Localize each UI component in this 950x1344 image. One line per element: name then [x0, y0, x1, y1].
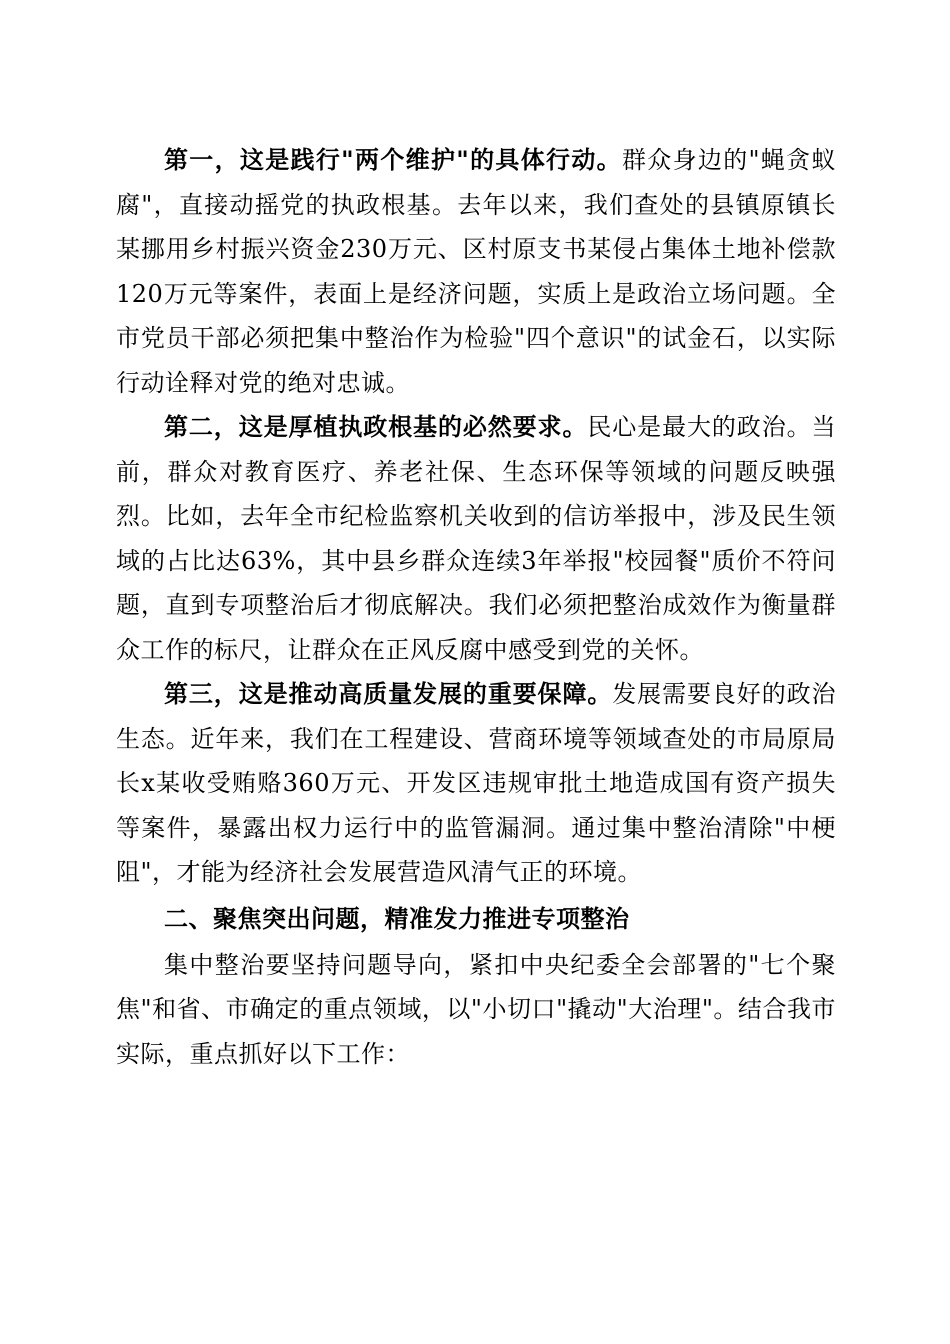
section-heading: 二、聚焦突出问题，精准发力推进专项整治: [164, 904, 630, 933]
paragraph-first: [116, 138, 836, 405]
document-page: [116, 138, 836, 1076]
paragraph-body: 群众身边的"蝇贪蚁腐"，直接动摇党的执政根基。去年以来，我们查处的县镇原镇长某挪用乡村振兴资金230万元、区村原支书某侵占集体土地补偿款120万元等案件，表面上是经济问题，实质上是政治立场问题。全市党员干部必须把集中整治作为检验"四个意识"的试金石，以实际行动诠释对党的绝对忠诚。: [116, 146, 836, 397]
paragraph-closing: 集中整治要坚持问题导向，紧扣中央纪委全会部署的"七个聚焦"和省、市确定的重点领域，以"小切口"撬动"大治理"。结合我市实际，重点抓好以下工作：: [116, 950, 836, 1068]
paragraph-body: 发展需要良好的政治生态。近年来，我们在工程建设、营商环境等领域查处的市局原局长x某收受贿赂360万元、开发区违规审批土地造成国有资产损失等案件，暴露出权力运行中的监管漏洞。通过集中整治清除"中梗阻"，才能为经济社会发展营造风清气正的环境。: [116, 680, 837, 886]
paragraph-third: [116, 672, 836, 895]
paragraph-lead: 第三，这是推动高质量发展的重要保障。: [164, 680, 613, 708]
paragraph-body: 民心是最大的政治。当前，群众对教育医疗、养老社保、生态环保等领域的问题反映强烈。比如，去年全市纪检监察机关收到的信访举报中，涉及民生领域的占比达63%，其中县乡群众连续3年举报"校园餐"质价不符问题，直到专项整治后才彻底解决。我们必须把整治成效作为衡量群众工作的标尺，让群众在正风反腐中感受到党的关怀。: [116, 413, 837, 664]
paragraph-second: [116, 405, 836, 672]
paragraph-lead: 第一，这是践行"两个维护"的具体行动。: [164, 146, 622, 174]
paragraph-lead: 第二，这是厚植执政根基的必然要求。: [164, 413, 588, 441]
